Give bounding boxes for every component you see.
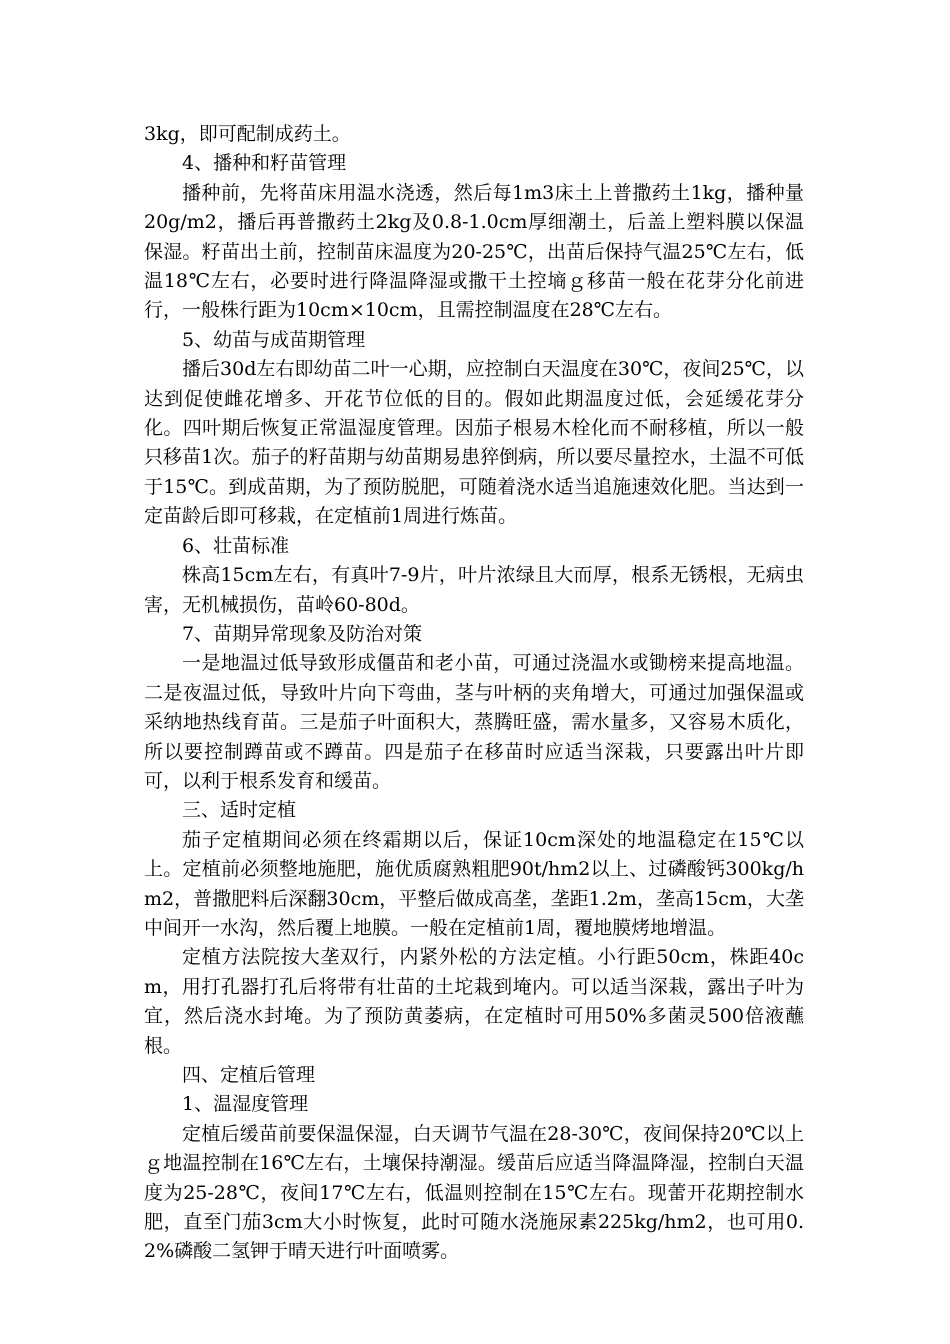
- heading-sowing-management: 4、播种和籽苗管理: [182, 152, 347, 175]
- paragraph-abnormal-phenomena: 一是地温过低导致形成僵苗和老小苗，可通过浇温水或锄榜来提高地温。二是夜温过低，导致叶片向下弯曲，茎与叶柄的夹角增大，可通过加强保温或采纳地热线育苗。三是茄子叶面积大，蒸腾旺盛，需水量多，又容易木质化，所以要控制蹲苗或不蹲苗。四是茄子在移苗时应适当深栽，只要露出叶片即可，以利于根系发育和缓苗。: [144, 652, 804, 792]
- heading-abnormal-phenomena: 7、苗期异常现象及防治对策: [182, 622, 423, 645]
- document-body: [144, 120, 804, 1267]
- paragraph-strong-seedling: 株高15cm左右，有真叶7-9片，叶片浓绿且大而厚，根系无锈根，无病虫害，无机械损伤，苗岭60-80d。: [144, 564, 804, 616]
- paragraph-seedling: 播后30d左右即幼苗二叶一心期，应控制白天温度在30℃，夜间25℃，以达到促使雌花增多、开花节位低的目的。假如此期温度过低，会延缓花芽分化。四叶期后恢复正常温湿度管理。因茄子根易木栓化而不耐移植，所以一般只移苗1次。茄子的籽苗期与幼苗期易患猝倒病，所以要尽量控水，土温不可低于15℃。到成苗期，为了预防脱肥，可随着浇水适当追施速效化肥。当达到一定苗龄后即可移栽，在定植前1周进行炼苗。: [144, 358, 804, 528]
- paragraph-planting-method: 定植方法院按大垄双行，内紧外松的方法定植。小行距50cm，株距40cm，用打孔器打孔后将带有壮苗的土坨栽到埯内。可以适当深栽，露出子叶为宜，然后浇水封埯。为了预防黄萎病，在定植时可用50%多菌灵500倍液蘸根。: [144, 946, 804, 1057]
- heading-temperature-humidity: 1、温湿度管理: [182, 1093, 309, 1116]
- heading-post-planting: 四、定植后管理: [182, 1064, 316, 1086]
- paragraph-planting-preparation: 茄子定植期间必须在终霜期以后，保证10cm深处的地温稳定在15℃以上。定植前必须整地施肥，施优质腐熟粗肥90t/hm2以上、过磷酸钙300kg/hm2，普撒肥料后深翻30cm，平整后做成高垄，垄距1.2m，垄高15cm，大垄中间开一水沟，然后覆上地膜。一般在定植前1周，覆地膜烤地增温。: [144, 828, 804, 939]
- heading-seedling-management: 5、幼苗与成苗期管理: [182, 328, 366, 351]
- paragraph-sowing: 播种前，先将苗床用温水浇透，然后每1m3床土上普撒药土1kg，播种量20g/m2，播后再普撒药土2kg及0.8-1.0cm厚细潮土，后盖上塑料膜以保温保湿。籽苗出土前，控制苗床温度为20-25℃，出苗后保持气温25℃左右，低温18℃左右，必要时进行降温降湿或撒干土控墒ｇ移苗一般在花芽分化前进行，一般株行距为10cm×10cm，且需控制温度在28℃左右。: [144, 181, 804, 322]
- paragraph-continuation: 3kg，即可配制成药土。: [144, 123, 351, 145]
- heading-strong-seedling: 6、壮苗标准: [182, 534, 290, 557]
- paragraph-temperature-humidity: 定植后缓苗前要保温保湿，白天调节气温在28-30℃，夜间保持20℃以上ｇ地温控制在16℃左右，土壤保持潮湿。缓苗后应适当降温降湿，控制白天温度为25-28℃，夜间17℃左右，低温则控制在15℃左右。现蕾开花期控制水肥，直至门茄3cm大小时恢复，此时可随水浇施尿素225kg/hm2，也可用0.2%磷酸二氢钾于晴天进行叶面喷雾。: [144, 1122, 804, 1263]
- heading-timely-planting: 三、适时定植: [182, 799, 297, 822]
